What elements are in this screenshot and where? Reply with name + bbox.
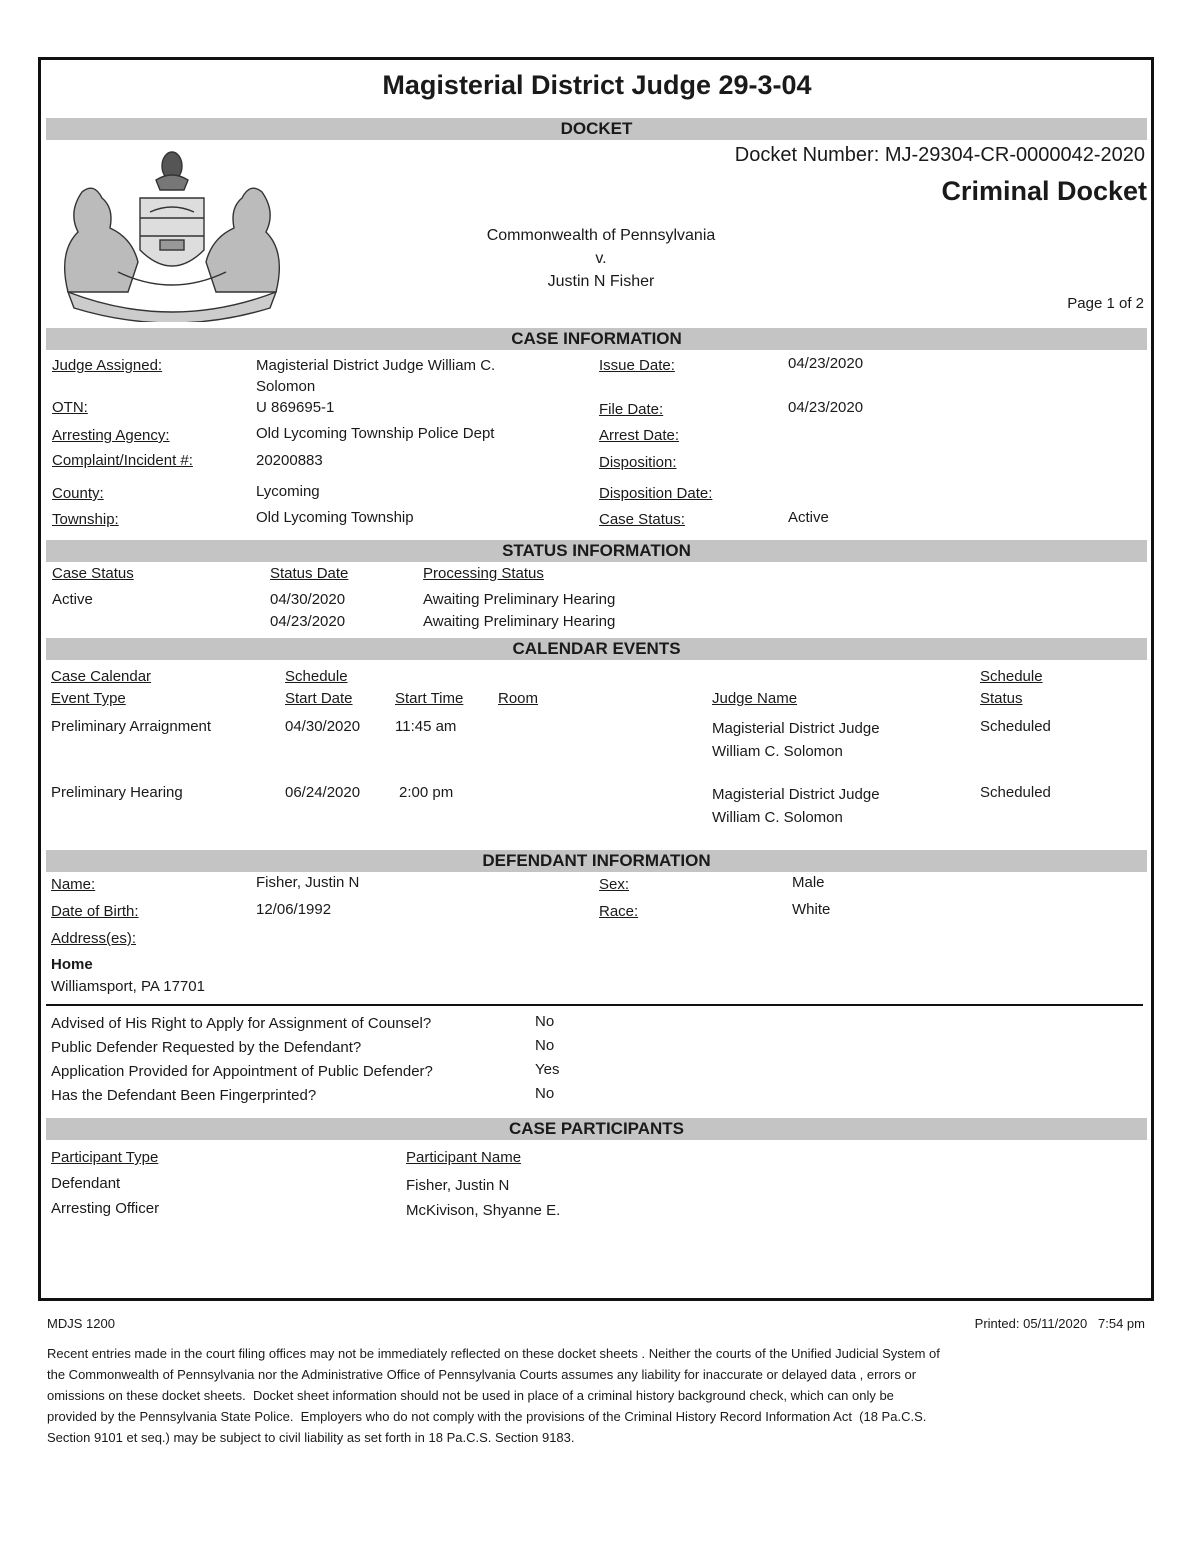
disclaimer-line: provided by the Pennsylvania State Police. Employers who do not comply with the provisions of the Criminal History Record Information Act (18 Pa.C.S. [47, 1409, 927, 1424]
calendar-events-bar: CALENDAR EVENTS [46, 638, 1147, 660]
name-label: Name: [51, 876, 96, 893]
calendar-col-room: Room [498, 690, 539, 707]
question-answer: No [535, 1013, 555, 1030]
status-row-processing: Awaiting Preliminary Hearing [423, 613, 616, 630]
disposition-label: Disposition: [599, 454, 677, 471]
status-col-case-status: Case Status [52, 565, 134, 582]
docket-bar: DOCKET [46, 118, 1147, 140]
arresting-agency-label: Arresting Agency: [52, 427, 170, 444]
complaint-value: 20200883 [256, 452, 323, 469]
file-date-value: 04/23/2020 [788, 399, 864, 416]
defendant-information-bar: DEFENDANT INFORMATION [46, 850, 1147, 872]
dob-label: Date of Birth: [51, 903, 139, 920]
disclaimer-line: Recent entries made in the court filing offices may not be immediately reflected on these docket sheets . Neither the courts of the Unified Judicial System of [47, 1346, 940, 1361]
participants-col-name: Participant Name [406, 1149, 522, 1166]
disposition-date-label: Disposition Date: [599, 485, 713, 502]
participant-type: Defendant [51, 1175, 121, 1192]
complaint-label: Complaint/Incident #: [52, 452, 193, 469]
section-divider [46, 1004, 1143, 1006]
question-text: Advised of His Right to Apply for Assignment of Counsel? [51, 1015, 432, 1032]
calendar-col-status-line1: Schedule [980, 668, 1043, 685]
event-judge-line2: William C. Solomon [712, 743, 843, 760]
township-value: Old Lycoming Township [256, 509, 414, 526]
address-type: Home [51, 956, 93, 973]
calendar-col-start-time: Start Time [395, 690, 464, 707]
township-label: Township: [52, 511, 119, 528]
judge-assigned-value-line2: Solomon [256, 378, 316, 395]
judge-assigned-value-line1: Magisterial District Judge William C. [256, 357, 496, 374]
event-judge-line1: Magisterial District Judge [712, 720, 880, 737]
sex-label: Sex: [599, 876, 630, 893]
calendar-col-status-line2: Status [980, 690, 1023, 707]
question-answer: No [535, 1085, 555, 1102]
address-label: Address(es): [51, 930, 137, 947]
status-row-date: 04/30/2020 [270, 591, 346, 608]
file-date-label: File Date: [599, 401, 664, 418]
question-text: Application Provided for Appointment of Public Defender? [51, 1063, 433, 1080]
county-label: County: [52, 485, 104, 502]
caption-defendant: Justin N Fisher [547, 273, 655, 290]
event-date: 04/30/2020 [285, 718, 361, 735]
calendar-col-event-line2: Event Type [51, 690, 126, 707]
otn-value: U 869695-1 [256, 399, 335, 416]
question-answer: Yes [535, 1061, 560, 1078]
status-row-processing: Awaiting Preliminary Hearing [423, 591, 616, 608]
printed-timestamp: Printed: 05/11/2020 7:54 pm [974, 1316, 1145, 1331]
question-answer: No [535, 1037, 555, 1054]
race-value: White [792, 901, 831, 918]
status-information-bar: STATUS INFORMATION [46, 540, 1147, 562]
form-id: MDJS 1200 [47, 1316, 115, 1331]
sex-value: Male [792, 874, 825, 891]
page-title: Magisterial District Judge 29-3-04 [382, 70, 812, 100]
docket-number: Docket Number: MJ-29304-CR-0000042-2020 [734, 144, 1145, 166]
case-information-bar: CASE INFORMATION [46, 328, 1147, 350]
disclaimer-line: Section 9101 et seq.) may be subject to civil liability as set forth in 18 Pa.C.S. Section 9183. [47, 1430, 575, 1445]
calendar-col-event-line1: Case Calendar [51, 668, 152, 685]
event-type: Preliminary Hearing [51, 784, 183, 801]
case-participants-bar: CASE PARTICIPANTS [46, 1118, 1147, 1140]
disclaimer-line: omissions on these docket sheets. Docket sheet information should not be used in place of a criminal history background check, which can only be [47, 1388, 894, 1403]
caption-v: v. [595, 250, 607, 267]
question-text: Public Defender Requested by the Defendant? [51, 1039, 362, 1056]
event-status: Scheduled [980, 718, 1051, 735]
county-value: Lycoming [256, 483, 320, 500]
calendar-col-schedule-line2: Start Date [285, 690, 353, 707]
event-status: Scheduled [980, 784, 1051, 801]
participants-col-type: Participant Type [51, 1149, 159, 1166]
event-time: 2:00 pm [399, 784, 454, 801]
name-value: Fisher, Justin N [256, 874, 360, 891]
case-status-label: Case Status: [599, 511, 685, 528]
calendar-col-judge: Judge Name [712, 690, 798, 707]
otn-label: OTN: [52, 399, 88, 416]
event-judge-line1: Magisterial District Judge [712, 786, 880, 803]
judge-assigned-label: Judge Assigned: [52, 357, 163, 374]
status-col-processing: Processing Status [423, 565, 544, 582]
arresting-agency-value: Old Lycoming Township Police Dept [256, 425, 495, 442]
page-number: Page 1 of 2 [1067, 295, 1144, 312]
case-status-value: Active [788, 509, 829, 526]
docket-type: Criminal Docket [941, 176, 1147, 206]
disclaimer-line: the Commonwealth of Pennsylvania nor the Administrative Office of Pennsylvania Courts assumes any liability for inaccurate or delayed data , errors or [47, 1367, 917, 1382]
question-text: Has the Defendant Been Fingerprinted? [51, 1087, 317, 1104]
event-time: 11:45 am [395, 718, 457, 735]
status-value: Active [52, 591, 93, 608]
race-label: Race: [599, 903, 639, 920]
caption-plaintiff: Commonwealth of Pennsylvania [486, 227, 716, 244]
arrest-date-label: Arrest Date: [599, 427, 680, 444]
participant-type: Arresting Officer [51, 1200, 160, 1217]
dob-value: 12/06/1992 [256, 901, 332, 918]
participant-name: Fisher, Justin N [406, 1177, 510, 1194]
issue-date-label: Issue Date: [599, 357, 675, 374]
event-judge-line2: William C. Solomon [712, 809, 843, 826]
calendar-col-schedule-line1: Schedule [285, 668, 348, 685]
status-row-date: 04/23/2020 [270, 613, 346, 630]
address-value: Williamsport, PA 17701 [51, 978, 205, 995]
event-type: Preliminary Arraignment [51, 718, 212, 735]
status-col-status-date: Status Date [270, 565, 349, 582]
participant-name: McKivison, Shyanne E. [406, 1202, 561, 1219]
event-date: 06/24/2020 [285, 784, 361, 801]
issue-date-value: 04/23/2020 [788, 355, 864, 372]
